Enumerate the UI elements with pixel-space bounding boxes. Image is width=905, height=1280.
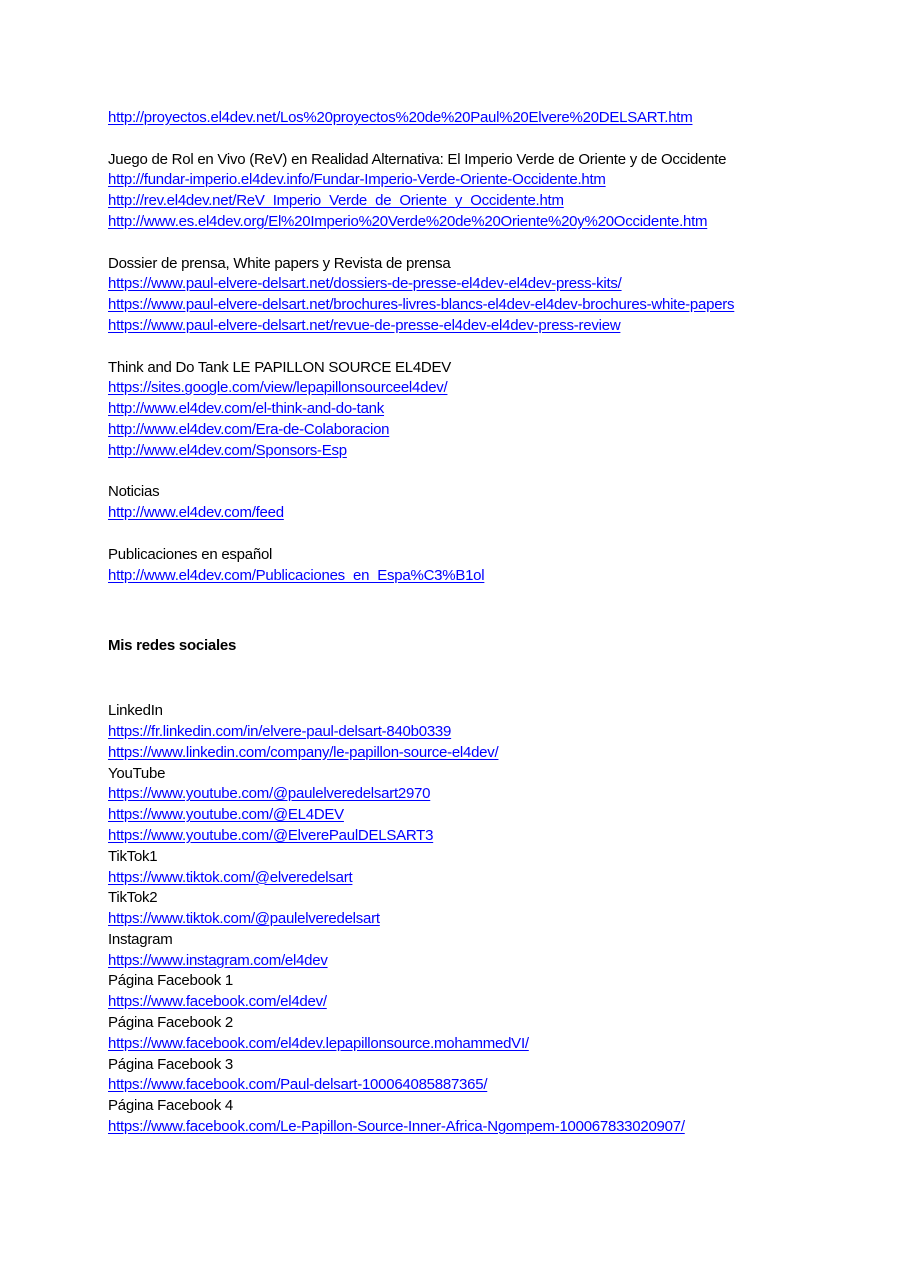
link-tiktok-1[interactable]: https://www.tiktok.com/@elveredelsart: [108, 868, 353, 886]
link-facebook-3[interactable]: https://www.facebook.com/Paul-delsart-100064085887365/: [108, 1076, 488, 1094]
spacer: [108, 657, 868, 701]
link-linkedin-company[interactable]: https://www.linkedin.com/company/le-papillon-source-el4dev/: [108, 743, 499, 761]
social-label-tiktok2: TikTok2: [108, 889, 158, 907]
link-press-kits[interactable]: https://www.paul-elvere-delsart.net/dossiers-de-presse-el4dev-el4dev-press-kits/: [108, 275, 622, 293]
spacer: [108, 337, 868, 358]
spacer: [108, 129, 868, 150]
link-youtube-2[interactable]: https://www.youtube.com/@EL4DEV: [108, 806, 344, 824]
social-label-facebook-1: Página Facebook 1: [108, 972, 234, 990]
spacer: [108, 586, 868, 636]
section-title-think-tank: Think and Do Tank LE PAPILLON SOURCE EL4DEV: [108, 358, 452, 376]
link-press-review[interactable]: https://www.paul-elvere-delsart.net/revue-de-presse-el4dev-el4dev-press-review: [108, 316, 621, 334]
link-google-sites[interactable]: https://sites.google.com/view/lepapillonsourceel4dev/: [108, 379, 448, 397]
link-linkedin-profile[interactable]: https://fr.linkedin.com/in/elvere-paul-delsart-840b0339: [108, 722, 452, 740]
link-sponsors[interactable]: http://www.el4dev.com/Sponsors-Esp: [108, 441, 347, 459]
social-heading: Mis redes sociales: [108, 637, 237, 655]
section-title-publications: Publicaciones en español: [108, 545, 273, 563]
link-facebook-2[interactable]: https://www.facebook.com/el4dev.lepapillonsource.mohammedVI/: [108, 1034, 529, 1052]
link-youtube-1[interactable]: https://www.youtube.com/@paulelveredelsart2970: [108, 785, 431, 803]
spacer: [108, 233, 868, 254]
link-feed[interactable]: http://www.el4dev.com/feed: [108, 504, 284, 522]
section-title-news: Noticias: [108, 483, 160, 501]
link-instagram[interactable]: https://www.instagram.com/el4dev: [108, 951, 328, 969]
social-label-facebook-2: Página Facebook 2: [108, 1014, 234, 1032]
section-title-rev: Juego de Rol en Vivo (ReV) en Realidad Alternativa: El Imperio Verde de Oriente y de Occidente: [108, 150, 727, 168]
social-label-youtube: YouTube: [108, 764, 166, 782]
link-tiktok-2[interactable]: https://www.tiktok.com/@paulelveredelsart: [108, 910, 380, 928]
link-era-colaboracion[interactable]: http://www.el4dev.com/Era-de-Colaboracion: [108, 420, 390, 438]
spacer: [108, 462, 868, 483]
link-white-papers[interactable]: https://www.paul-elvere-delsart.net/brochures-livres-blancs-el4dev-el4dev-brochures-white-papers: [108, 296, 735, 314]
social-label-facebook-4: Página Facebook 4: [108, 1097, 234, 1115]
social-label-facebook-3: Página Facebook 3: [108, 1055, 234, 1073]
link-es-imperio[interactable]: http://www.es.el4dev.org/El%20Imperio%20Verde%20de%20Oriente%20y%20Occidente.htm: [108, 212, 708, 230]
link-rev-imperio[interactable]: http://rev.el4dev.net/ReV_Imperio_Verde_de_Oriente_y_Occidente.htm: [108, 192, 564, 210]
social-label-instagram: Instagram: [108, 930, 173, 948]
social-label-tiktok1: TikTok1: [108, 847, 158, 865]
link-fundar-imperio[interactable]: http://fundar-imperio.el4dev.info/Fundar-Imperio-Verde-Oriente-Occidente.htm: [108, 171, 606, 189]
spacer: [108, 524, 868, 545]
document-page: [108, 108, 868, 1138]
link-think-and-do-tank[interactable]: http://www.el4dev.com/el-think-and-do-tank: [108, 400, 385, 418]
link-proyectos[interactable]: http://proyectos.el4dev.net/Los%20proyectos%20de%20Paul%20Elvere%20DELSART.htm: [108, 109, 693, 126]
section-title-press: Dossier de prensa, White papers y Revista de prensa: [108, 254, 451, 272]
link-facebook-4[interactable]: https://www.facebook.com/Le-Papillon-Source-Inner-Africa-Ngompem-100067833020907/: [108, 1118, 685, 1136]
social-label-linkedin: LinkedIn: [108, 702, 163, 720]
link-facebook-1[interactable]: https://www.facebook.com/el4dev/: [108, 993, 327, 1011]
link-youtube-3[interactable]: https://www.youtube.com/@ElverePaulDELSART3: [108, 826, 434, 844]
link-publicaciones[interactable]: http://www.el4dev.com/Publicaciones_en_Espa%C3%B1ol: [108, 566, 485, 584]
